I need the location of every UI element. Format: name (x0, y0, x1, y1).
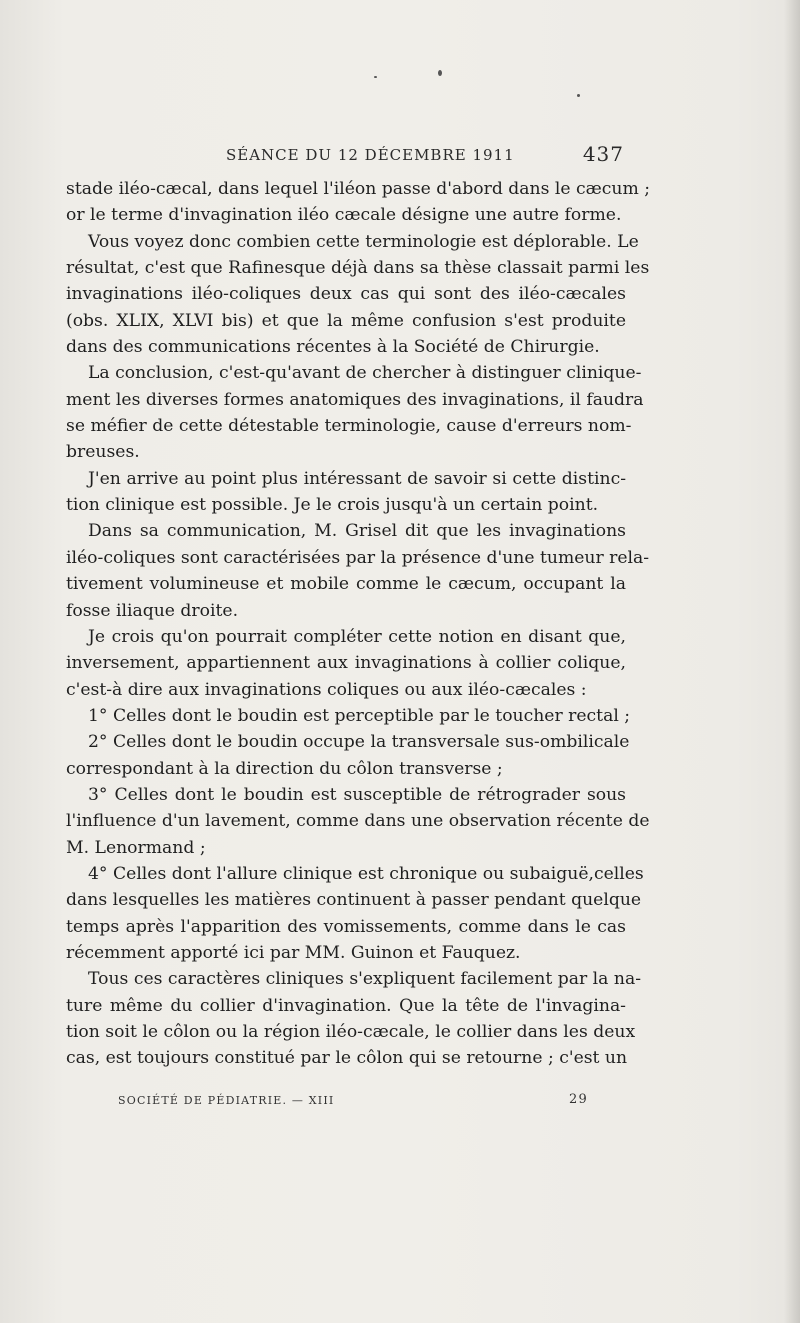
text-line: temps après l'apparition des vomissements, comme dans le cas (66, 916, 626, 937)
text-line: ment les diverses formes anatomiques des invaginations, il faudra (66, 389, 644, 410)
text-line: correspondant à la direction du côlon transverse ; (66, 758, 503, 779)
print-speck (438, 70, 442, 76)
text-line: c'est-à dire aux invaginations coliques ou aux iléo-cæcales : (66, 679, 587, 700)
text-line: J'en arrive au point plus intéressant de savoir si cette distinc- (88, 468, 626, 489)
text-line: breuses. (66, 442, 140, 463)
page-edge-shadow (784, 0, 800, 1323)
text-line: Tous ces caractères cliniques s'expliquent facilement par la na- (88, 969, 641, 990)
text-line: cas, est toujours constitué par le côlon qui se retourne ; c'est un (66, 1048, 628, 1069)
text-line: 1° Celles dont le boudin est perceptible par le toucher rectal ; (88, 705, 631, 726)
text-line: résultat, c'est que Rafinesque déjà dans sa thèse classait parmi les (66, 258, 650, 279)
text-line: M. Lenormand ; (66, 837, 206, 858)
text-line: inversement, appartiennent aux invaginations à collier colique, (66, 653, 626, 674)
body-text (66, 176, 651, 1072)
text-line: tion clinique est possible. Je le crois jusqu'à un certain point. (66, 495, 599, 516)
print-speck (577, 94, 580, 97)
text-line: Dans sa communication, M. Grisel dit que les invaginations (88, 521, 626, 542)
print-speck (374, 76, 377, 78)
sheet-number: 29 (569, 1092, 588, 1107)
page-footer (118, 1094, 598, 1116)
text-line: récemment apporté ici par MM. Guinon et Fauquez. (66, 942, 521, 963)
text-line: 2° Celles dont le boudin occupe la transversale sus-ombilicale (88, 732, 630, 753)
text-line: 3° Celles dont le boudin est susceptible de rétrograder sous (88, 784, 626, 805)
page-number: 437 (582, 142, 624, 166)
text-line: La conclusion, c'est-qu'avant de chercher à distinguer clinique- (88, 363, 642, 384)
running-header (66, 138, 626, 168)
text-line: se méfier de cette détestable terminologie, cause d'erreurs nom- (66, 416, 632, 437)
text-line: l'influence d'un lavement, comme dans une observation récente de (66, 811, 650, 832)
text-line: (obs. XLIX, XLVI bis) et que la même confusion s'est produite (66, 310, 626, 331)
text-line: or le terme d'invagination iléo cæcale désigne une autre forme. (66, 205, 622, 226)
running-title: SÉANCE DU 12 DÉCEMBRE 1911 (226, 146, 515, 164)
text-line: dans lesquelles les matières continuent à passer pendant quelque (66, 890, 642, 911)
footer-signature-mark: SOCIÉTÉ DE PÉDIATRIE. — XIII (118, 1094, 335, 1107)
text-line: stade iléo-cæcal, dans lequel l'iléon passe d'abord dans le cæcum ; (66, 179, 651, 199)
text-line: iléo-coliques sont caractérisées par la présence d'une tumeur rela- (66, 547, 650, 568)
text-line: Je crois qu'on pourrait compléter cette notion en disant que, (88, 626, 626, 647)
text-line: 4° Celles dont l'allure clinique est chronique ou subaiguë,celles (88, 863, 644, 884)
text-line: invaginations iléo-coliques deux cas qui sont des iléo-cæcales (66, 284, 626, 305)
text-line: ture même du collier d'invagination. Que la tête de l'invagina- (66, 995, 626, 1016)
text-line: Vous voyez donc combien cette terminologie est déplorable. Le (88, 231, 639, 252)
text-line: tion soit le côlon ou la région iléo-cæcale, le collier dans les deux (66, 1022, 636, 1042)
text-line: dans des communications récentes à la Société de Chirurgie. (66, 337, 600, 358)
text-line: tivement volumineuse et mobile comme le cæcum, occupant la (66, 574, 626, 595)
text-line: fosse iliaque droite. (66, 600, 239, 621)
